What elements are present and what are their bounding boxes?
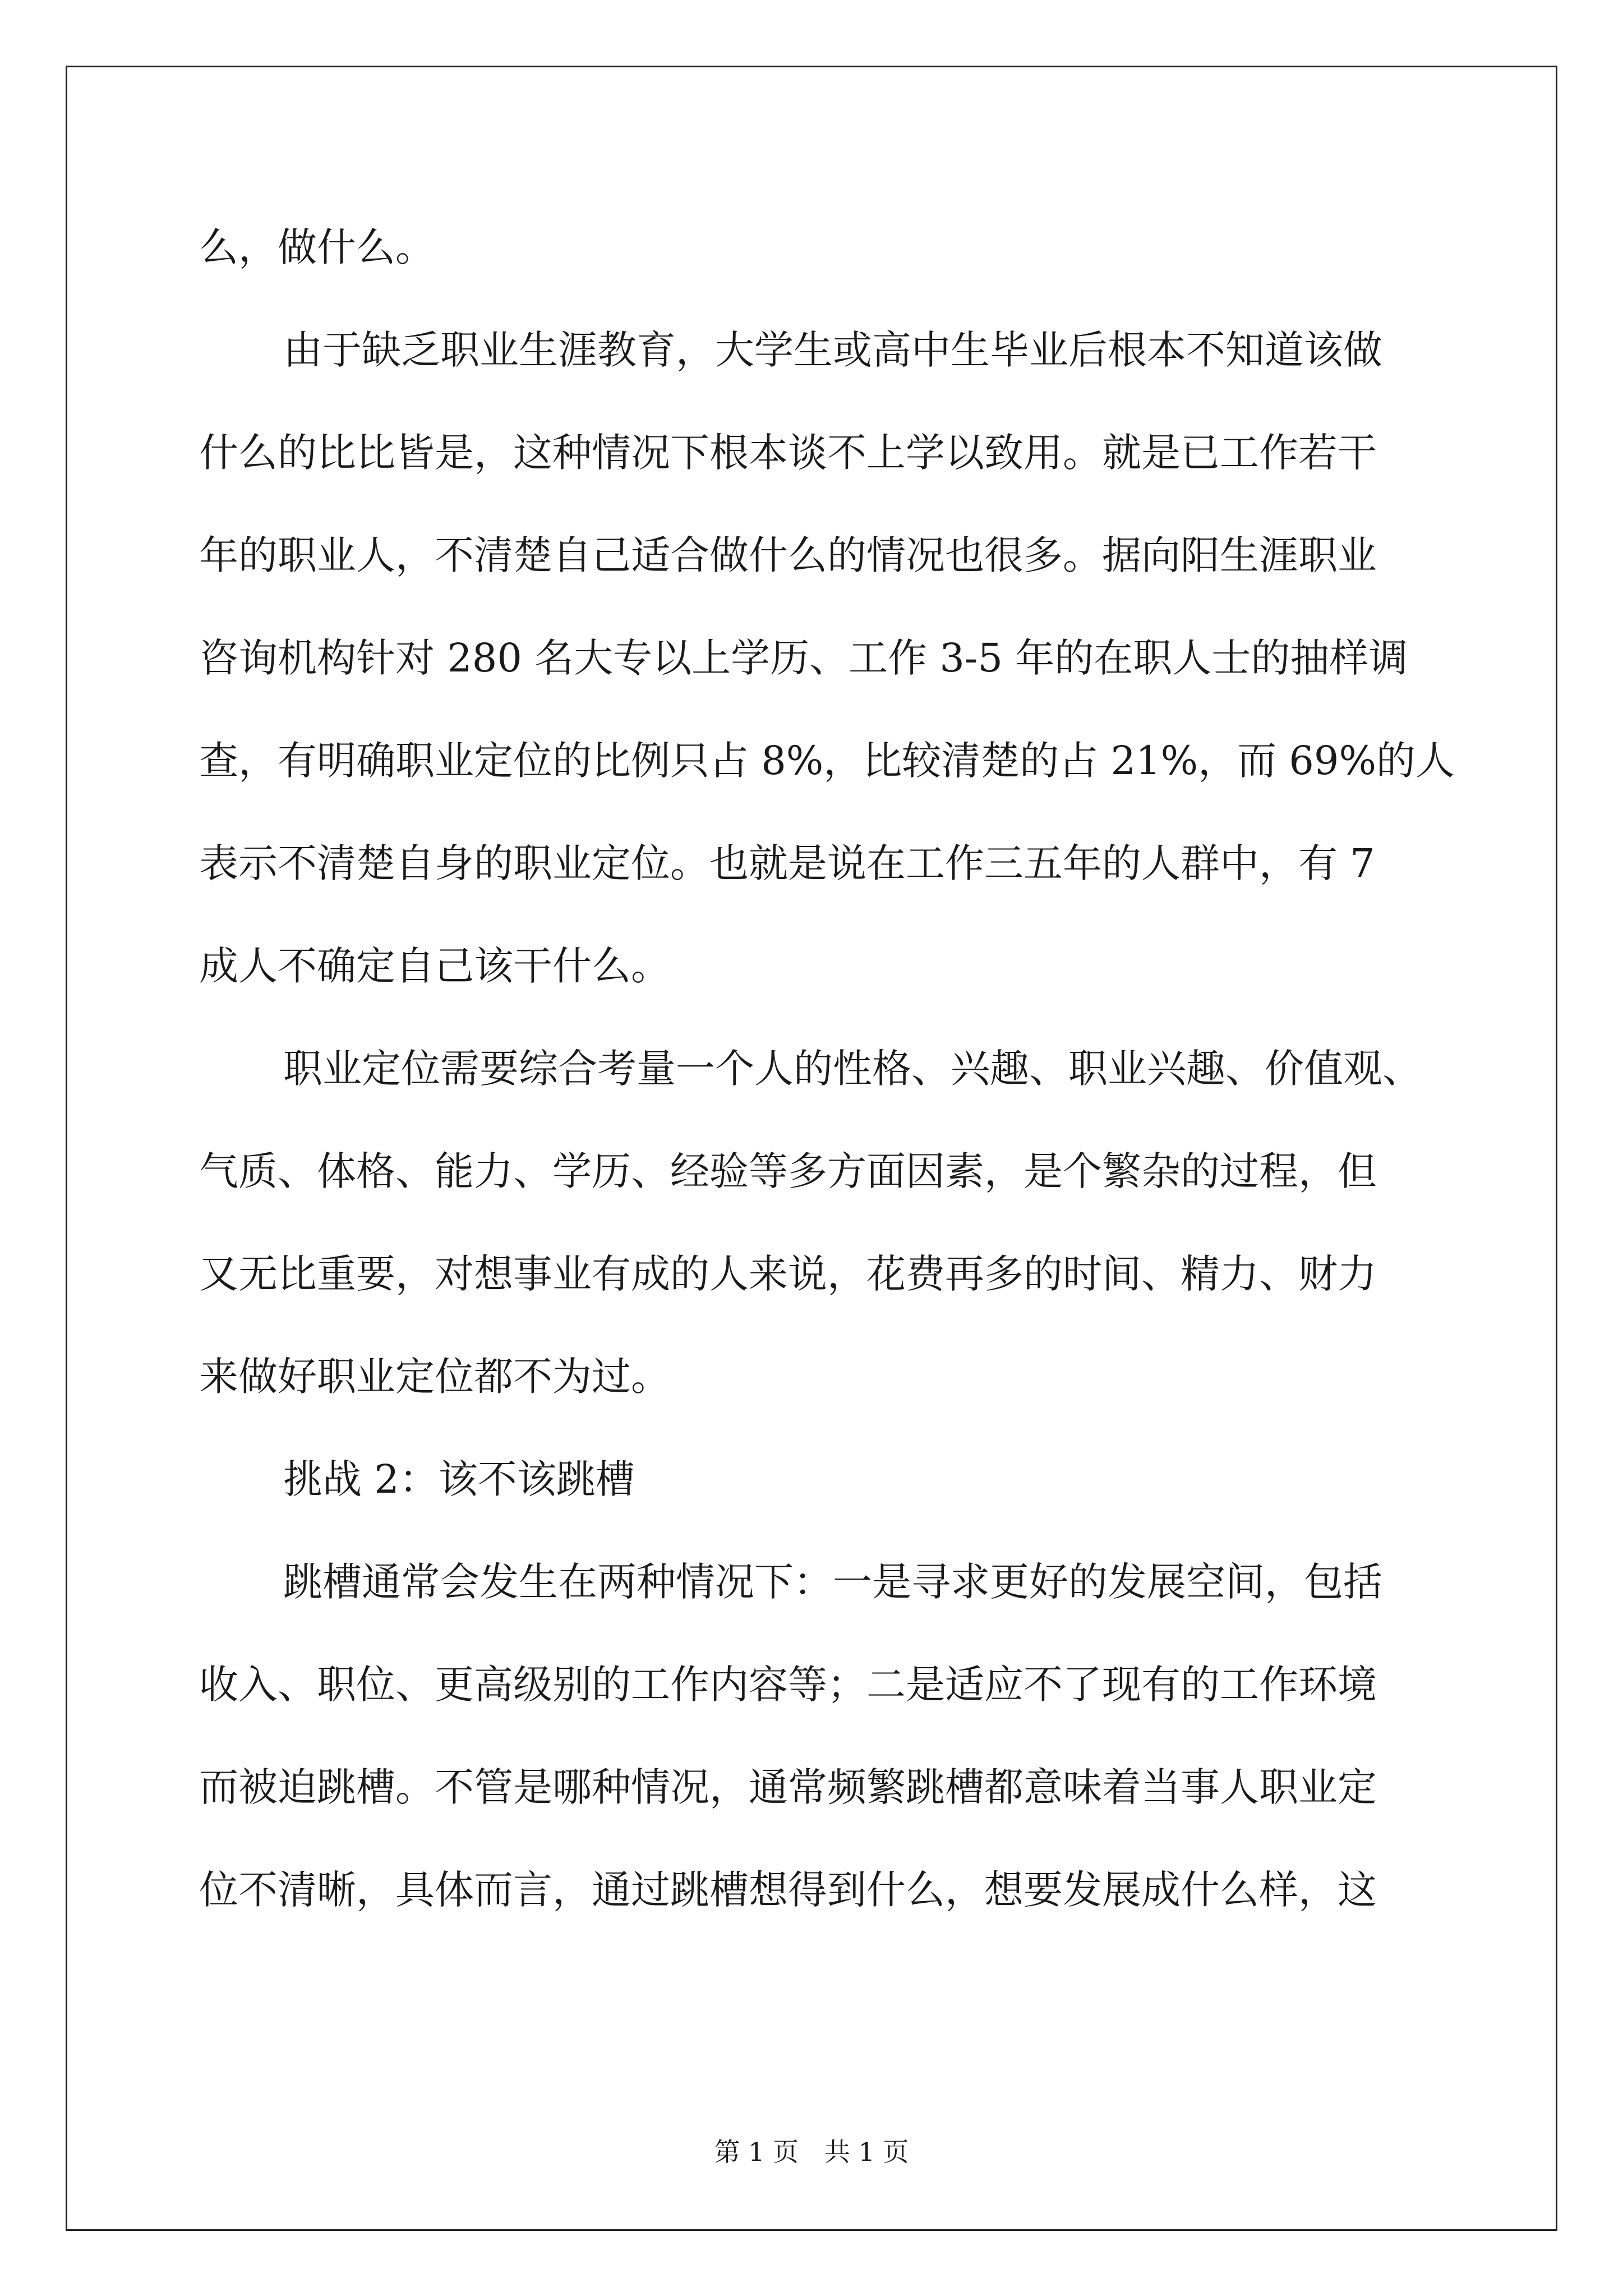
section-heading: 挑战 2：该不该跳槽 [283,1456,635,1502]
text-line: 收入、职位、更高级别的工作内容等；二是适应不了现有的工作环境 [199,1662,1377,1708]
text-line: 由于缺乏职业生涯教育，大学生或高中生毕业后根本不知道该做 [283,327,1382,373]
text-line: 成人不确定自己该干什么。 [199,943,670,989]
text-line: 年的职业人，不清楚自己适合做什么的情况也很多。据向阳生涯职业 [199,532,1377,578]
text-line: 而被迫跳槽。不管是哪种情况，通常频繁跳槽都意味着当事人职业定 [199,1764,1377,1810]
text-line: 查，有明确职业定位的比例只占 8%，比较清楚的占 21%，而 69%的人 [199,738,1455,784]
text-line: 职业定位需要综合考量一个人的性格、兴趣、职业兴趣、价值观、 [283,1046,1422,1092]
text-line: 咨询机构针对 280 名大专以上学历、工作 3-5 年的在职人士的抽样调 [199,635,1408,681]
text-line: 气质、体格、能力、学历、经验等多方面因素，是个繁杂的过程，但 [199,1148,1377,1194]
page-footer: 第 1 页 共 1 页 [714,2137,909,2167]
text-line: 什么的比比皆是，这种情况下根本谈不上学以致用。就是已工作若干 [199,430,1377,476]
text-line: 跳槽通常会发生在两种情况下：一是寻求更好的发展空间，包括 [283,1559,1382,1605]
text-line: 位不清晰，具体而言，通过跳槽想得到什么，想要发展成什么样，这 [199,1867,1377,1913]
text-line: 来做好职业定位都不为过。 [199,1354,670,1400]
text-line: 又无比重要，对想事业有成的人来说，花费再多的时间、精力、财力 [199,1251,1377,1297]
document-body [199,196,1455,1941]
text-line: 么，做什么。 [199,224,435,270]
text-line: 表示不清楚自身的职业定位。也就是说在工作三五年的人群中，有 7 [199,840,1375,886]
